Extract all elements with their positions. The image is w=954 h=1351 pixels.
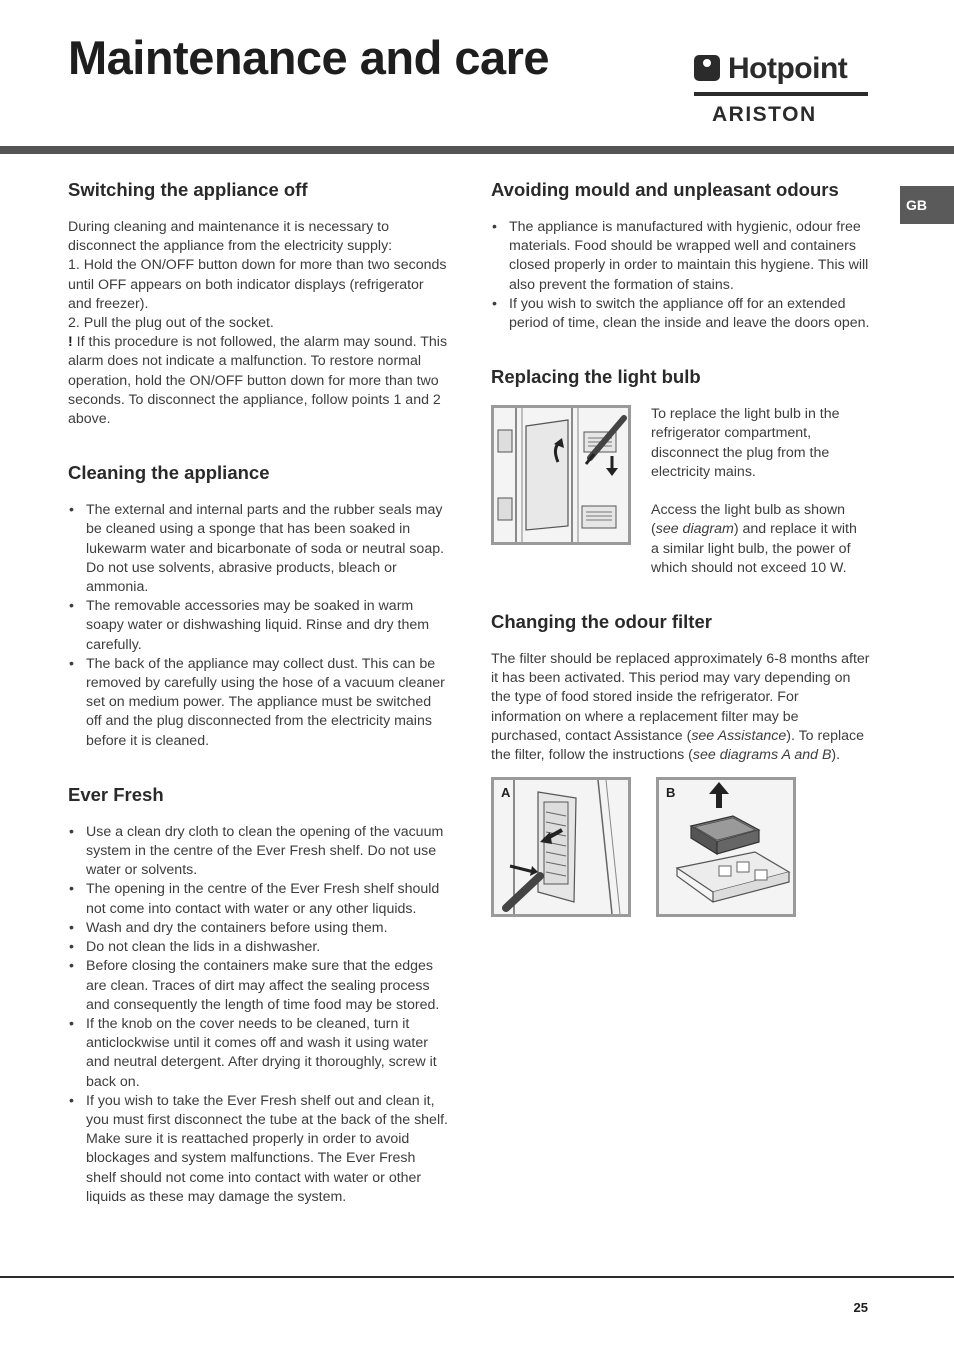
step-1: 1. Hold the ON/OFF button down for more than two seconds until OFF appears on both indicator displays (refrigerator and freezer). xyxy=(68,257,447,312)
list-item: • If the knob on the cover needs to be cleaned, turn it anticlockwise until it comes off and wash it using water and neutral detergent. After drying it thoroughly, screw it back on. xyxy=(68,1015,448,1092)
section-odour-filter xyxy=(491,610,871,917)
light-bulb-illustration-icon xyxy=(494,408,628,542)
light-bulb-para-2-end: ) and replace it with a similar light bulb, the power of which should not exceed 10 W. xyxy=(651,521,857,576)
section-cleaning xyxy=(68,461,448,751)
page-number: 25 xyxy=(853,1300,868,1315)
light-bulb-diagram xyxy=(491,405,631,545)
bullet-list xyxy=(68,823,448,1207)
list-item: • Use a clean dry cloth to clean the opening of the vacuum system in the centre of the Ever Fresh shelf. Do not use water or solvents. xyxy=(68,823,448,881)
see-diagrams-ref: see diagrams A and B xyxy=(692,747,832,764)
page-title: Maintenance and care xyxy=(68,31,550,84)
filter-diagram-a xyxy=(491,777,631,917)
list-item: • Wash and dry the containers before using them. xyxy=(68,919,448,938)
section-heading: Switching the appliance off xyxy=(68,179,308,200)
list-item: • If you wish to take the Ever Fresh shelf out and clean it, you must first disconnect the tube at the back of the shelf. Make sure it is reattached properly in order to avoid blockages and system malfunctions. The Ever Fresh shelf should not come into contact with water or other liquids as these may damage the system. xyxy=(68,1092,448,1207)
warning-text: If this procedure is not followed, the alarm may sound. This alarm does not indicate a malfunction. To restore normal operation, hold the ON/OFF button down for more than two seconds. To disconnect the appliance, follow points 1 and 2 above. xyxy=(68,334,448,428)
list-item: • The external and internal parts and the rubber seals may be cleaned using a sponge that has been soaked in lukewarm water and bicarbonate of soda or neutral soap. Do not use solvents, abrasive products, bleach or ammonia. xyxy=(68,501,448,597)
section-heading: Cleaning the appliance xyxy=(68,462,270,484)
header-rule xyxy=(0,146,954,154)
logo-brand-text: Hotpoint xyxy=(728,52,848,85)
bullet-list xyxy=(491,218,871,333)
section-switching-off xyxy=(68,178,448,429)
brand-logo xyxy=(694,52,870,126)
filter-text-1: The filter should be replaced approximately 6-8 months after it has been activated. This period may vary depending on the type of food stored inside the refrigerator. For information on where a replacement filter may be purchased, contact Assistance ( xyxy=(491,651,870,744)
section-heading: Ever Fresh xyxy=(68,783,164,805)
section-text xyxy=(68,218,448,429)
filter-text-2: ). To replace the filter, follow the instructions ( xyxy=(491,727,865,764)
section-heading: Avoiding mould and unpleasant odours xyxy=(491,179,839,200)
list-item: • The removable accessories may be soaked in warm soapy water or dishwashing liquid. Rinse and dry them carefully. xyxy=(68,597,448,655)
filter-a-illustration-icon xyxy=(494,780,628,914)
step-2: 2. Pull the plug out of the socket. xyxy=(68,315,274,332)
filter-b-illustration-icon xyxy=(659,780,793,914)
figure-label-b: B xyxy=(666,785,676,801)
filter-diagrams xyxy=(491,777,871,917)
right-column xyxy=(491,178,871,949)
section-heading: Replacing the light bulb xyxy=(491,366,701,388)
footer-rule xyxy=(0,1276,954,1278)
light-bulb-para-2: Access the light bulb as shown ( xyxy=(651,502,846,538)
see-diagram-ref: see diagram xyxy=(655,521,734,538)
section-heading: Changing the odour filter xyxy=(491,611,712,633)
section-ever-fresh xyxy=(68,783,448,1207)
logo-mark-icon xyxy=(694,55,720,81)
bullet-list xyxy=(68,501,448,751)
logo-divider xyxy=(694,92,868,96)
list-item: • Before closing the containers make sure that the edges are clean. Traces of dirt may affect the sealing process and consequently the length of time food may be stored. xyxy=(68,957,448,1015)
filter-text-3: ). xyxy=(831,747,841,764)
filter-diagram-b xyxy=(656,777,796,917)
light-bulb-row xyxy=(491,405,871,578)
section-mould xyxy=(491,178,871,333)
odour-filter-text xyxy=(491,650,871,765)
see-assistance-ref: see Assistance xyxy=(691,727,787,744)
list-item: • If you wish to switch the appliance off for an extended period of time, clean the inside and leave the doors open. xyxy=(491,295,871,333)
list-item: • The opening in the centre of the Ever Fresh shelf should not come into contact with water or any other liquids. xyxy=(68,880,448,918)
intro-text: During cleaning and maintenance it is necessary to disconnect the appliance from the electricity supply: xyxy=(68,219,393,255)
warning-icon: ! xyxy=(68,334,73,351)
list-item: • The appliance is manufactured with hygienic, odour free materials. Food should be wrapped well and containers closed properly in order to maintain this hygiene. This will also prevent the formation of stains. xyxy=(491,218,871,295)
list-item: • Do not clean the lids in a dishwasher. xyxy=(68,938,448,957)
figure-label-a: A xyxy=(501,785,511,801)
light-bulb-text xyxy=(651,405,866,578)
light-bulb-para-1: To replace the light bulb in the refrigerator compartment, disconnect the plug from the electricity mains. xyxy=(651,406,840,480)
language-tab: GB xyxy=(900,186,954,224)
logo-sub-text: ARISTON xyxy=(712,103,817,126)
section-light-bulb xyxy=(491,365,871,578)
left-column xyxy=(68,178,448,1239)
list-item: • The back of the appliance may collect dust. This can be removed by carefully using the hose of a vacuum cleaner set on medium power. The appliance must be switched off and the plug disconnected from the electricity mains before it is cleaned. xyxy=(68,655,448,751)
